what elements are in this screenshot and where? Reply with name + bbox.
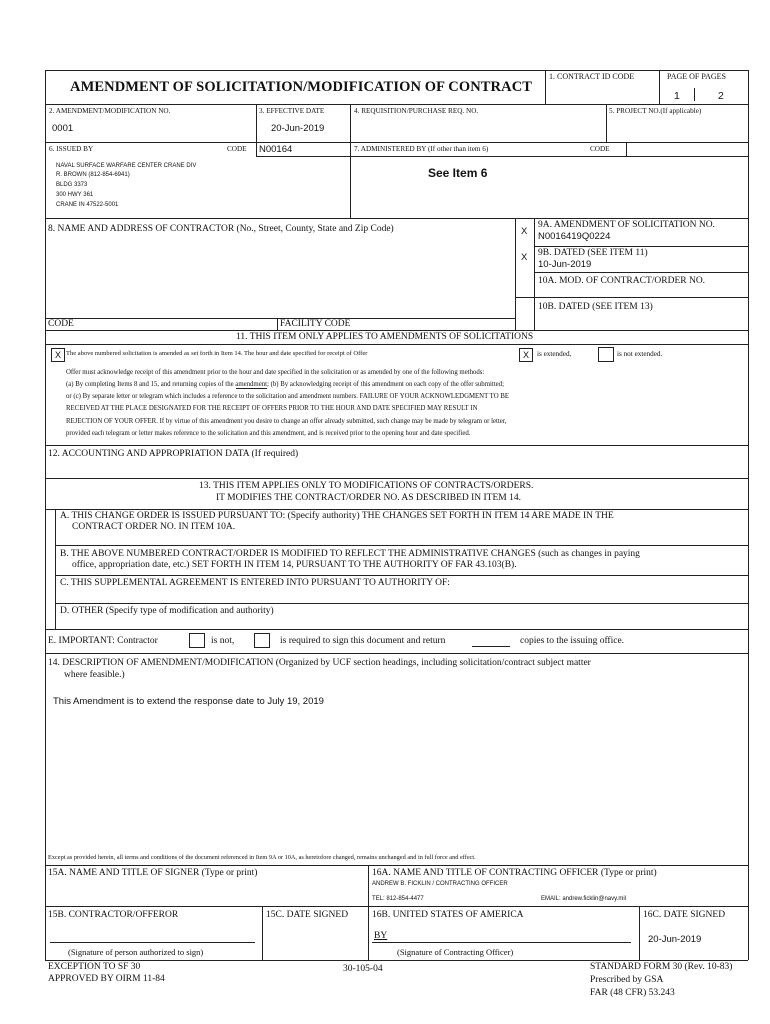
footer-standard-form: STANDARD FORM 30 (Rev. 10-83): [590, 962, 733, 972]
contractor-label: 8. NAME AND ADDRESS OF CONTRACTOR (No., Street, County, State and Zip Code): [48, 224, 394, 234]
issuer-address-line: NAVAL SURFACE WARFARE CENTER CRANE DIV: [56, 163, 197, 169]
divider: [350, 142, 351, 218]
contractor-signature-caption: (Signature of person authorized to sign): [68, 947, 204, 957]
item-15c-label: 15C. DATE SIGNED: [266, 910, 349, 920]
amended-checkbox[interactable]: X: [51, 348, 65, 362]
divider: [55, 575, 748, 576]
facility-code-label: FACILITY CODE: [280, 319, 351, 329]
divider: [606, 104, 607, 142]
page-number: 1: [674, 90, 680, 102]
divider: [626, 142, 627, 156]
divider: [45, 509, 748, 510]
divider: [256, 156, 350, 157]
page-of-pages-label: PAGE OF PAGES: [667, 72, 726, 81]
amendment-no-value: 0001: [52, 123, 74, 134]
issuer-address-line: R. BROWN (812-854-6941): [56, 172, 130, 178]
item-16b-label: 16B. UNITED STATES OF AMERICA: [372, 910, 524, 920]
is-required-label: is required to sign this document and return: [280, 636, 446, 646]
divider: [350, 156, 748, 157]
mark-9a: X: [521, 226, 528, 237]
divider: [45, 142, 748, 143]
extended-checkbox[interactable]: X: [519, 348, 533, 362]
item-15b-label: 15B. CONTRACTOR/OFFEROR: [48, 910, 179, 920]
divider: [45, 478, 748, 479]
item-16a-label: 16A. NAME AND TITLE OF CONTRACTING OFFICER (Type or print): [372, 868, 657, 878]
divider: [350, 104, 351, 142]
issuer-address-line: BLDG 3373: [56, 182, 88, 188]
divider: [545, 70, 546, 104]
item-11-text-line: or (c) By separate letter or telegram which includes a reference to the solicitation and amendment numbers. FAILURE OF YOUR ACKNOWLEDGMENT TO BE: [66, 393, 510, 400]
copies-return-blank-line: [472, 646, 510, 647]
item-9b-value: 10-Jun-2019: [538, 259, 592, 270]
effective-date-label: 3. EFFECTIVE DATE: [259, 107, 325, 115]
footer-prescribed: Prescribed by GSA: [590, 975, 664, 985]
contractor-signature-line: [50, 942, 255, 943]
item-11-text-line: REJECTION OF YOUR OFFER. If by virtue of this amendment you desire to change an offer already submitted, such change may be made by telegram or letter,: [66, 418, 507, 425]
item-11-text-line: RECEIVED AT THE PLACE DESIGNATED FOR THE RECEIPT OF OFFERS PRIOR TO THE HOUR AND DATE SPECIFIED MAY RESULT IN: [66, 405, 478, 412]
not-extended-checkbox[interactable]: [598, 347, 614, 362]
divider: [55, 545, 748, 546]
contracting-officer-email: EMAIL: andrew.ficklin@navy.mil: [541, 896, 627, 902]
divider: [277, 318, 278, 330]
item-16c-value: 20-Jun-2019: [648, 934, 702, 945]
is-required-checkbox[interactable]: [254, 633, 270, 648]
is-not-checkbox[interactable]: [189, 633, 205, 648]
form-top-border: [45, 70, 748, 71]
footer-exception: EXCEPTION TO SF 30: [48, 962, 141, 972]
item-15a-label: 15A. NAME AND TITLE OF SIGNER (Type or print): [48, 868, 258, 878]
project-no-label: 5. PROJECT NO.(If applicable): [609, 107, 702, 115]
item-14-label: 14. DESCRIPTION OF AMENDMENT/MODIFICATION (Organized by UCF section headings, including solicitation/contract subject matter: [48, 658, 591, 668]
divider: [45, 906, 748, 907]
amended-text: The above numbered solicitation is amended as set forth in Item 14. The hour and date specified for receipt of Offer: [66, 350, 368, 357]
item-13a-text: A. THIS CHANGE ORDER IS ISSUED PURSUANT TO: (Specify authority) THE CHANGES SET FORTH IN ITEM 14 ARE MADE IN THE: [60, 511, 614, 521]
requisition-label: 4. REQUISITION/PURCHASE REQ. NO.: [354, 107, 479, 115]
item-11-header: 11. THIS ITEM ONLY APPLIES TO AMENDMENTS OF SOLICITATIONS: [236, 332, 534, 342]
divider: [55, 509, 56, 629]
divider: [45, 344, 748, 345]
not-extended-label: is not extended.: [617, 350, 663, 358]
divider: [256, 142, 257, 156]
contractor-code-label: CODE: [48, 319, 74, 329]
divider: [45, 445, 748, 446]
divider: [534, 218, 535, 330]
item-14-label-2: where feasible.): [64, 670, 125, 680]
item-16c-label: 16C. DATE SIGNED: [643, 910, 726, 920]
issued-by-code-value: N00164: [259, 144, 293, 155]
contract-id-label: 1. CONTRACT ID CODE: [549, 72, 635, 81]
effective-date-value: 20-Jun-2019: [271, 123, 325, 134]
important-label: E. IMPORTANT: Contractor: [48, 636, 158, 646]
divider: [515, 218, 516, 330]
divider: [45, 104, 748, 105]
issuer-address-line: 300 HWY 361: [56, 192, 94, 198]
divider: [534, 246, 748, 247]
item-13b-text: B. THE ABOVE NUMBERED CONTRACT/ORDER IS MODIFIED TO REFLECT THE ADMINISTRATIVE CHANGES (such as changes in paying: [60, 549, 640, 559]
item-9a-label: 9A. AMENDMENT OF SOLICITATION NO.: [538, 220, 715, 230]
item-9b-label: 9B. DATED (SEE ITEM 11): [538, 248, 648, 258]
issued-by-code-label: CODE: [227, 145, 247, 153]
item-10b-label: 10B. DATED (SEE ITEM 13): [538, 302, 653, 312]
divider: [368, 865, 369, 960]
item-13b-text-2: office, appropriation date, etc.) SET FORTH IN ITEM 14, PURSUANT TO THE AUTHORITY OF FAR 43.103(B).: [72, 560, 517, 570]
item-11-text-line: Offer must acknowledge receipt of this amendment prior to the hour and date specified in the solicitation or as amended by one of the following methods:: [66, 369, 485, 376]
item-13d-text: D. OTHER (Specify type of modification and authority): [60, 606, 274, 616]
divider: [45, 653, 748, 654]
extended-label: is extended,: [537, 350, 572, 358]
divider: [659, 70, 660, 104]
amendment-no-label: 2. AMENDMENT/MODIFICATION NO.: [49, 107, 171, 115]
form-right-border: [748, 70, 749, 960]
item-14-footer: Except as provided herein, all terms and conditions of the document referenced in Item 9A or 10A, as heretofore changed, remains unchanged and in full force and effect.: [48, 854, 476, 861]
contracting-officer-tel: TEL: 812-854-4477: [372, 896, 424, 902]
administered-by-label: 7. ADMINISTERED BY (If other than item 6): [354, 145, 489, 153]
divider: [45, 629, 748, 630]
item-13-header-2: IT MODIFIES THE CONTRACT/ORDER NO. AS DESCRIBED IN ITEM 14.: [216, 493, 521, 503]
item-12-label: 12. ACCOUNTING AND APPROPRIATION DATA (If required): [48, 449, 299, 459]
copies-label: copies to the issuing office.: [520, 636, 625, 646]
issuer-address-line: CRANE IN 47522-5001: [56, 202, 119, 208]
administered-code-label: CODE: [590, 145, 610, 153]
officer-signature-line: [372, 942, 631, 943]
divider: [262, 906, 263, 960]
form-left-border: [45, 70, 46, 960]
item-9a-value: N0016419Q0224: [538, 231, 611, 242]
item-10a-label: 10A. MOD. OF CONTRACT/ORDER NO.: [538, 276, 706, 286]
divider: [694, 88, 695, 101]
footer-form-code: 30-105-04: [343, 964, 383, 974]
copies-blank-line: [236, 388, 267, 389]
contracting-officer-name: ANDREW B. FICKLIN / CONTRACTING OFFICER: [372, 881, 508, 887]
divider: [45, 330, 748, 331]
item-11-text-line: provided each telegram or letter makes reference to the solicitation and this amendment, and is received prior to the opening hour and date specified.: [66, 430, 471, 437]
divider: [45, 218, 748, 219]
divider: [534, 272, 748, 273]
item-13c-text: C. THIS SUPPLEMENTAL AGREEMENT IS ENTERED INTO PURSUANT TO AUTHORITY OF:: [60, 578, 450, 588]
issued-by-label: 6. ISSUED BY: [49, 145, 94, 153]
form-bottom-border: [45, 960, 748, 961]
divider: [639, 906, 640, 960]
page-total: 2: [718, 90, 724, 102]
officer-signature-caption: (Signature of Contracting Officer): [397, 947, 514, 957]
divider: [515, 297, 748, 298]
divider: [55, 603, 748, 604]
item-14-body: This Amendment is to extend the response date to July 19, 2019: [53, 696, 324, 707]
form-title: AMENDMENT OF SOLICITATION/MODIFICATION OF CONTRACT: [70, 79, 533, 95]
item-11-text-line: (a) By completing Items 8 and 15, and returning copies of the amendment; (b) By acknowledging receipt of this amendment on each copy of the offer submitted;: [66, 381, 504, 388]
by-label: BY: [374, 931, 388, 941]
footer-far: FAR (48 CFR) 53.243: [590, 988, 675, 998]
is-not-label: is not,: [211, 636, 235, 646]
item-13-header: 13. THIS ITEM APPLIES ONLY TO MODIFICATIONS OF CONTRACTS/ORDERS.: [199, 481, 534, 491]
item-13a-text-2: CONTRACT ORDER NO. IN ITEM 10A.: [72, 522, 236, 532]
divider: [256, 104, 257, 142]
see-item-text: See Item 6: [428, 166, 488, 180]
footer-approved: APPROVED BY OIRM 11-84: [48, 974, 165, 984]
divider: [45, 865, 748, 866]
mark-9b: X: [521, 252, 528, 263]
